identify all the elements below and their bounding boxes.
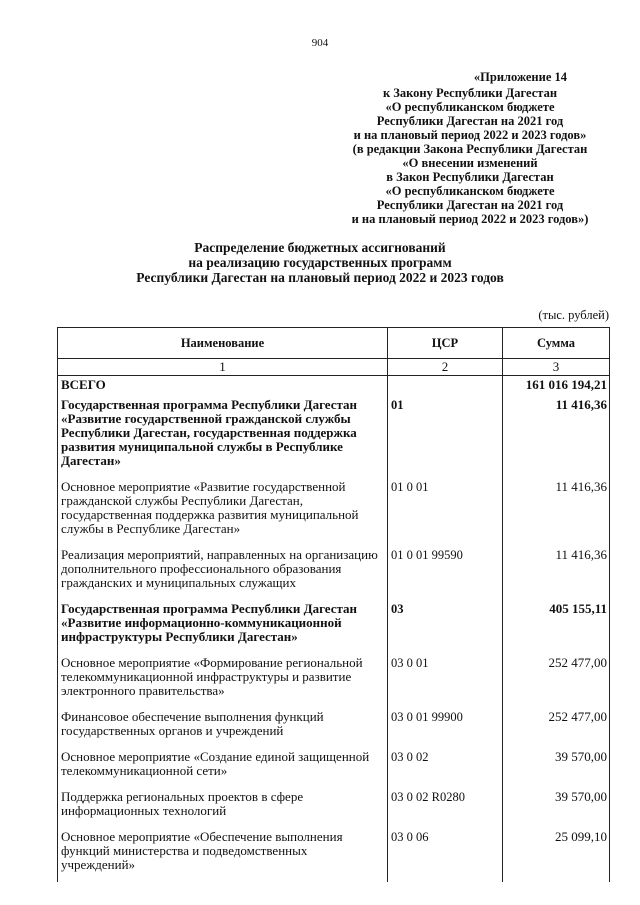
row-code: 01 0 01 99590 (388, 548, 503, 602)
row-sum: 405 155,11 (503, 602, 610, 656)
document-title-line: Республики Дагестан на плановый период 2022 и 2023 годов (136, 270, 504, 285)
row-name: Поддержка региональных проектов в сфере информационных технологий (58, 790, 388, 830)
row-code: 01 (388, 398, 503, 480)
row-name: Основное мероприятие «Формирование региональной телекоммуникационной инфраструктуры и развитие электронного правительства» (58, 656, 388, 710)
row-name: Государственная программа Республики Дагестан «Развитие информационно-коммуникационной инфраструктуры Республики Дагестан» (58, 602, 388, 656)
appendix-title: «Приложение 14 (473, 70, 567, 84)
table-row (58, 830, 610, 882)
row-name: Основное мероприятие «Обеспечение выполнения функций министерства и подведомственных учреждений» (58, 830, 388, 882)
table-row (58, 480, 610, 548)
header-sum: Сумма (503, 328, 610, 359)
appendix-header (335, 70, 605, 226)
appendix-line: и на плановый период 2022 и 2023 годов» (353, 128, 587, 142)
header-name: Наименование (58, 328, 388, 359)
row-sum: 11 416,36 (503, 398, 610, 480)
document-title-line: на реализацию государственных программ (188, 255, 452, 270)
appendix-line: Республики Дагестан на 2021 год (376, 198, 564, 212)
appendix-line: в Закон Республики Дагестан (386, 170, 554, 184)
appendix-line: к Закону Республики Дагестан (382, 86, 558, 100)
table-row (58, 398, 610, 480)
table-row (58, 656, 610, 710)
row-sum: 39 570,00 (503, 790, 610, 830)
column-number: 3 (503, 359, 610, 376)
appendix-line: «О республиканском бюджете (385, 100, 555, 114)
budget-table (57, 327, 610, 882)
row-sum: 39 570,00 (503, 750, 610, 790)
row-code: 03 0 06 (388, 830, 503, 882)
total-sum: 161 016 194,21 (503, 376, 610, 399)
page-number: 904 (311, 37, 329, 49)
units-label: (тыс. рублей) (538, 308, 609, 322)
column-numbers-row (58, 359, 610, 376)
row-code: 03 0 01 99900 (388, 710, 503, 750)
appendix-line: «О внесении изменений (402, 156, 538, 170)
row-code: 03 0 01 (388, 656, 503, 710)
document-title-line: Распределение бюджетных ассигнований (194, 240, 446, 255)
table-header-row (58, 328, 610, 359)
row-sum: 11 416,36 (503, 548, 610, 602)
row-name: Основное мероприятие «Развитие государственной гражданской службы Республики Дагестан, государственная поддержка развития муниципальной службы в Республике Дагестан» (58, 480, 388, 548)
table-row (58, 548, 610, 602)
row-sum: 11 416,36 (503, 480, 610, 548)
row-name: Государственная программа Республики Дагестан «Развитие государственной гражданской службы Республики Дагестан, государственная поддержка развития муниципальной службы в Республике Дагестан» (58, 398, 388, 480)
table-row (58, 790, 610, 830)
row-sum: 252 477,00 (503, 710, 610, 750)
header-code: ЦСР (388, 328, 503, 359)
row-sum: 252 477,00 (503, 656, 610, 710)
row-code: 03 0 02 R0280 (388, 790, 503, 830)
column-number: 2 (388, 359, 503, 376)
row-name: Финансовое обеспечение выполнения функций государственных органов и учреждений (58, 710, 388, 750)
appendix-line: «О республиканском бюджете (385, 184, 555, 198)
appendix-line: Республики Дагестан на 2021 год (376, 114, 564, 128)
row-name: Реализация мероприятий, направленных на организацию дополнительного профессионального образования гражданских и муниципальных служащих (58, 548, 388, 602)
total-row (58, 376, 610, 399)
row-code: 03 (388, 602, 503, 656)
column-number: 1 (58, 359, 388, 376)
row-code: 01 0 01 (388, 480, 503, 548)
appendix-line: и на плановый период 2022 и 2023 годов») (351, 212, 589, 226)
row-code: 03 0 02 (388, 750, 503, 790)
total-name: ВСЕГО (58, 376, 388, 399)
table-row (58, 710, 610, 750)
row-sum: 25 099,10 (503, 830, 610, 882)
table-row (58, 750, 610, 790)
row-name: Основное мероприятие «Создание единой защищенной телекоммуникационной сети» (58, 750, 388, 790)
total-code (388, 376, 503, 399)
document-title (0, 240, 640, 285)
appendix-line: (в редакции Закона Республики Дагестан (352, 142, 588, 156)
table-row (58, 602, 610, 656)
